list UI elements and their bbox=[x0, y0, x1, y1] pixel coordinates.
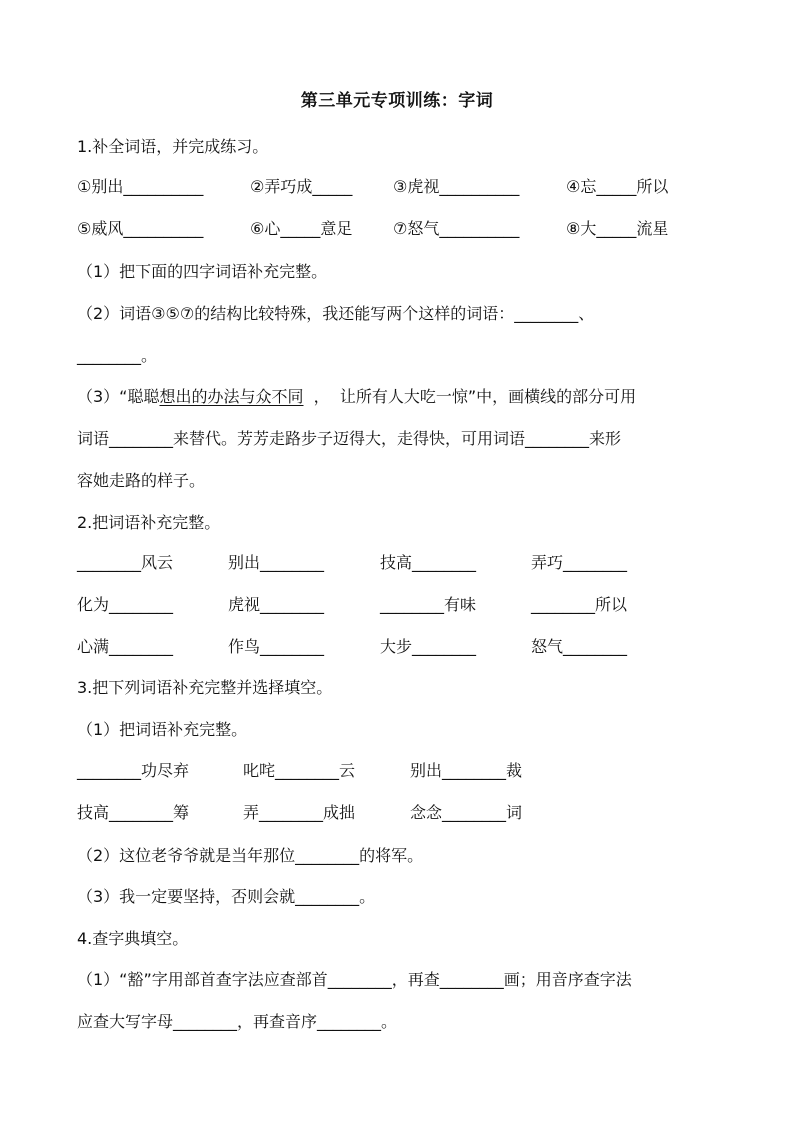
q2-r2-c4: ________所以 bbox=[531, 595, 628, 614]
q3-sub3: （3）我一定要坚持，否则会就________。 bbox=[77, 887, 376, 906]
q1-heading: 1.补全词语，并完成练习。 bbox=[77, 137, 269, 156]
q4-sub1-line2: 应查大写字母________，再查音序________。 bbox=[77, 1012, 398, 1031]
q2-r3-c3: 大步________ bbox=[380, 637, 477, 656]
q1-sub3-prefix: （3）“聪聪 bbox=[77, 387, 160, 406]
q1-item-2: ②弄巧成_____ bbox=[250, 177, 353, 196]
q1-item-6: ⑥心_____意足 bbox=[250, 219, 353, 238]
q4-sub1-line1: （1）“豁”字用部首查字法应查部首________，再查________画；用音序查字法 bbox=[77, 970, 632, 989]
q3-heading: 3.把下列词语补充完整并选择填空。 bbox=[77, 678, 333, 697]
q2-r1-c4: 弄巧________ bbox=[531, 553, 628, 572]
q1-sub3-line3: 容她走路的样子。 bbox=[77, 471, 206, 490]
q3-r2-c2: 弄________成拙 bbox=[243, 803, 356, 822]
q1-sub1: （1）把下面的四字词语补充完整。 bbox=[77, 262, 328, 281]
q3-r1-c3: 别出________裁 bbox=[410, 761, 523, 780]
q3-sub1: （1）把词语补充完整。 bbox=[77, 720, 248, 739]
q1-sub2-line1: （2）词语③⑤⑦的结构比较特殊，我还能写两个这样的词语：________、 bbox=[77, 304, 595, 323]
q2-r2-c3: ________有味 bbox=[380, 595, 477, 614]
q1-item-8: ⑧大_____流星 bbox=[566, 219, 669, 238]
q3-sub2: （2）这位老爷爷就是当年那位________的将军。 bbox=[77, 846, 424, 865]
q1-item-3: ③虎视__________ bbox=[393, 177, 520, 196]
q1-item-7: ⑦怒气__________ bbox=[393, 219, 520, 238]
q2-r1-c2: 别出________ bbox=[228, 553, 325, 572]
q1-sub3-underlined-phrase: 想出的办法与众不同 bbox=[159, 387, 304, 406]
q2-r1-c1: ________风云 bbox=[77, 553, 174, 572]
q2-r3-c2: 作鸟________ bbox=[228, 637, 325, 656]
q2-r3-c4: 怒气________ bbox=[531, 637, 628, 656]
q1-sub2-line2: ________。 bbox=[77, 346, 158, 365]
q2-r1-c3: 技高________ bbox=[380, 553, 477, 572]
q3-r2-c3: 念念________词 bbox=[410, 803, 523, 822]
q3-r2-c1: 技高________筹 bbox=[77, 803, 190, 822]
q1-sub3-line1 bbox=[77, 386, 636, 408]
q1-item-5: ⑤威风__________ bbox=[77, 219, 204, 238]
q1-item-1: ①别出__________ bbox=[77, 177, 204, 196]
q1-item-4: ④忘_____所以 bbox=[566, 177, 669, 196]
q3-r1-c2: 叱咤________云 bbox=[243, 761, 356, 780]
q1-sub3-line2: 词语________来替代。芳芳走路步子迈得大，走得快，可用词语________来形 bbox=[77, 429, 622, 448]
page-title: 第三单元专项训练：字词 bbox=[300, 91, 494, 111]
q1-sub3-suffix: ， 让所有人大吃一惊”中，画横线的部分可用 bbox=[303, 387, 637, 406]
q2-r2-c1: 化为________ bbox=[77, 595, 174, 614]
q4-heading: 4.查字典填空。 bbox=[77, 929, 189, 948]
q2-heading: 2.把词语补充完整。 bbox=[77, 513, 221, 532]
q2-r2-c2: 虎视________ bbox=[228, 595, 325, 614]
q3-r1-c1: ________功尽弃 bbox=[77, 761, 190, 780]
q2-r3-c1: 心满________ bbox=[77, 637, 174, 656]
